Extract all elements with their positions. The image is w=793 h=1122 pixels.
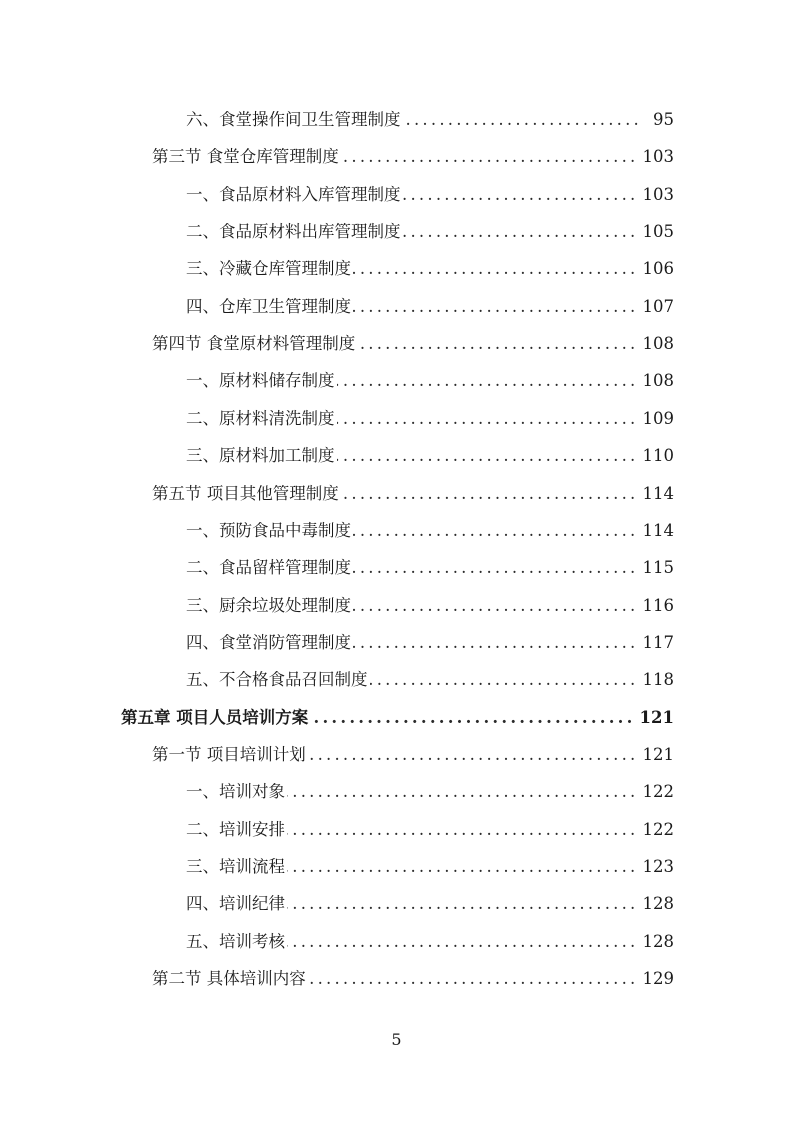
toc-entry-page-number: 114 xyxy=(642,483,674,503)
toc-dot-leader xyxy=(370,661,639,698)
toc-entry[interactable] xyxy=(152,960,674,997)
toc-entry[interactable] xyxy=(186,512,674,549)
toc-entry[interactable] xyxy=(186,362,674,399)
toc-entry-title: 第四节 食堂原材料管理制度 xyxy=(152,334,356,354)
toc-entry-title: 四、食堂消防管理制度 xyxy=(186,632,351,652)
toc-entry-title: 一、预防食品中毒制度 xyxy=(186,520,351,540)
toc-entry-page-number: 109 xyxy=(642,408,674,428)
toc-dot-leader xyxy=(287,773,639,810)
toc-entry-title: 三、原材料加工制度 xyxy=(186,446,335,466)
toc-dot-leader xyxy=(287,885,639,922)
toc-entry[interactable] xyxy=(152,138,674,175)
toc-entry-title: 二、原材料清洗制度 xyxy=(186,408,335,428)
toc-entry-title: 二、培训安排 xyxy=(186,819,285,839)
toc-dot-leader xyxy=(337,400,639,437)
toc-entry-page-number: 123 xyxy=(642,857,674,876)
toc-dot-leader xyxy=(403,213,639,250)
toc-entry[interactable] xyxy=(186,848,674,885)
toc-entry-page-number: 110 xyxy=(642,446,674,466)
toc-dot-leader xyxy=(341,138,639,175)
toc-dot-leader xyxy=(353,512,639,549)
toc-entry[interactable] xyxy=(186,549,674,586)
toc-entry-page-number: 118 xyxy=(642,670,674,690)
toc-entry-page-number: 128 xyxy=(642,931,674,951)
toc-dot-leader xyxy=(287,811,639,848)
toc-dot-leader xyxy=(308,960,639,997)
toc-dot-leader xyxy=(357,325,638,362)
toc-entry-page-number: 103 xyxy=(642,147,674,167)
toc-dot-leader xyxy=(353,587,639,624)
toc-entry-page-number: 129 xyxy=(642,969,674,989)
toc-entry-page-number: 103 xyxy=(642,184,674,204)
toc-dot-leader xyxy=(308,736,639,773)
toc-entry[interactable] xyxy=(186,400,674,437)
toc-dot-leader xyxy=(341,475,639,512)
toc-dot-leader xyxy=(337,362,639,399)
toc-entry-page-number: 122 xyxy=(642,782,674,802)
page-number: 5 xyxy=(391,1030,402,1049)
toc-entry-title: 二、食品原材料出库管理制度 xyxy=(186,222,401,242)
toc-entry[interactable] xyxy=(186,811,674,848)
toc-entry[interactable] xyxy=(152,325,674,362)
toc-entry-title: 五、培训考核 xyxy=(186,931,285,951)
toc-entry-title: 四、仓库卫生管理制度 xyxy=(186,296,351,316)
toc-dot-leader xyxy=(287,848,639,885)
toc-entry[interactable] xyxy=(186,213,674,250)
toc-entry-page-number: 117 xyxy=(642,632,674,652)
toc-entry[interactable] xyxy=(186,923,674,960)
toc-entry[interactable] xyxy=(186,288,674,325)
toc-entry-title: 三、冷藏仓库管理制度 xyxy=(186,259,351,279)
toc-entry[interactable] xyxy=(186,773,674,810)
toc-entry-page-number: 106 xyxy=(642,259,674,279)
toc-entry-title: 六、食堂操作间卫生管理制度 xyxy=(186,110,401,129)
toc-entry-title: 五、不合格食品召回制度 xyxy=(186,670,368,690)
toc-entry-title: 一、食品原材料入库管理制度 xyxy=(186,184,401,204)
toc-entry[interactable] xyxy=(186,250,674,287)
toc-entry[interactable] xyxy=(186,885,674,922)
toc-entry-title: 三、培训流程 xyxy=(186,857,285,876)
toc-entry-page-number: 108 xyxy=(642,371,674,391)
toc-entry-page-number: 114 xyxy=(642,520,674,540)
toc-entry-page-number: 105 xyxy=(642,222,674,242)
toc-entry-title: 一、培训对象 xyxy=(186,782,285,802)
toc-dot-leader xyxy=(353,288,639,325)
toc-entry[interactable] xyxy=(152,475,674,512)
toc-entry[interactable] xyxy=(186,661,674,698)
toc-dot-leader xyxy=(403,101,643,138)
toc-entry-title: 四、培训纪律 xyxy=(186,894,285,914)
toc-dot-leader xyxy=(287,923,639,960)
toc-entry-page-number: 128 xyxy=(642,894,674,914)
toc-entry-title: 一、原材料储存制度 xyxy=(186,371,335,391)
toc-entry[interactable] xyxy=(186,101,674,138)
toc-entry-page-number: 116 xyxy=(642,595,674,615)
toc-entry-page-number: 121 xyxy=(642,744,674,764)
toc-dot-leader xyxy=(337,437,639,474)
toc-entry-page-number: 95 xyxy=(653,110,674,129)
toc-entry-page-number: 107 xyxy=(642,296,674,316)
toc-entry[interactable] xyxy=(186,624,674,661)
toc-dot-leader xyxy=(353,624,639,661)
toc-entry[interactable] xyxy=(186,437,674,474)
toc-dot-leader xyxy=(310,699,635,736)
toc-dot-leader xyxy=(403,176,639,213)
toc-entry-title: 第五章 项目人员培训方案 xyxy=(121,707,309,727)
toc-entry[interactable] xyxy=(186,176,674,213)
toc-entry-title: 第二节 具体培训内容 xyxy=(152,969,306,989)
toc-dot-leader xyxy=(353,549,639,586)
toc-entry-title: 二、食品留样管理制度 xyxy=(186,558,351,578)
toc-entry-title: 第三节 食堂仓库管理制度 xyxy=(152,147,339,167)
toc-entry-page-number: 108 xyxy=(642,334,674,354)
toc-entry-page-number: 115 xyxy=(642,558,674,578)
toc-entry[interactable] xyxy=(121,699,674,736)
toc-entry-page-number: 122 xyxy=(642,819,674,839)
toc-entry-title: 第一节 项目培训计划 xyxy=(152,744,306,764)
toc-entry-page-number: 121 xyxy=(639,707,674,727)
toc-entry[interactable] xyxy=(186,587,674,624)
toc-entry-title: 第五节 项目其他管理制度 xyxy=(152,483,339,503)
toc-entry-title: 三、厨余垃圾处理制度 xyxy=(186,595,351,615)
toc-dot-leader xyxy=(353,250,639,287)
toc-entry[interactable] xyxy=(152,736,674,773)
